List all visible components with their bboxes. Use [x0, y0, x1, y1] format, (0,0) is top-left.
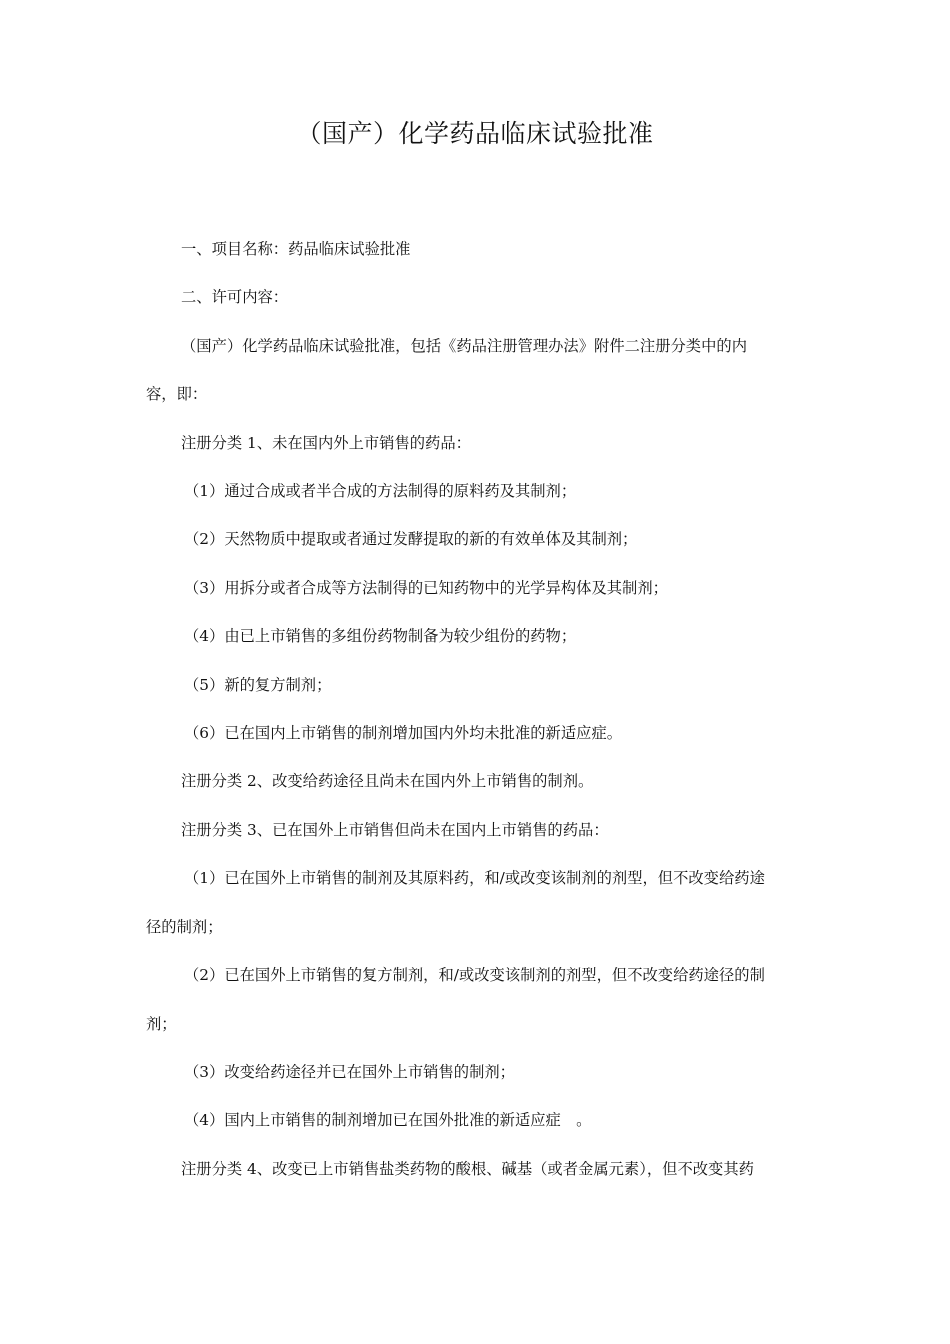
list-item: （5）新的复方制剂； — [184, 675, 332, 694]
paragraph-category-2: 注册分类 2、改变给药途径且尚未在国内外上市销售的制剂。 — [181, 772, 594, 791]
list-item: （1）通过合成或者半合成的方法制得的原料药及其制剂； — [184, 482, 577, 501]
list-item: （2）天然物质中提取或者通过发酵提取的新的有效单体及其制剂； — [184, 530, 638, 549]
paragraph-license-content: 二、许可内容： — [181, 288, 289, 307]
list-item: （2）已在国外上市销售的复方制剂，和/或改变该制剂的剂型，但不改变给药途径的制 — [184, 966, 765, 985]
list-item: （3）用拆分或者合成等方法制得的已知药物中的光学异构体及其制剂； — [184, 578, 668, 597]
list-item: （4）国内上市销售的制剂增加已在国外批准的新适应症 。 — [184, 1111, 592, 1130]
paragraph-project-name: 一、项目名称：药品临床试验批准 — [181, 240, 411, 258]
paragraph-intro-cont: 容，即： — [146, 385, 208, 404]
list-item: （1）已在国外上市销售的制剂及其原料药，和/或改变该制剂的剂型，但不改变给药途 — [184, 869, 765, 888]
list-item: （4）由已上市销售的多组份药物制备为较少组份的药物； — [184, 627, 577, 646]
paragraph-category-4: 注册分类 4、改变已上市销售盐类药物的酸根、碱基（或者金属元素），但不改变其药 — [181, 1159, 754, 1178]
paragraph-category-3: 注册分类 3、已在国外上市销售但尚未在国内上市销售的药品： — [181, 820, 609, 839]
document-body — [146, 225, 816, 1193]
paragraph-category-1: 注册分类 1、未在国内外上市销售的药品： — [181, 433, 471, 452]
paragraph-intro: （国产）化学药品临床试验批准，包括《药品注册管理办法》附件二注册分类中的内 — [181, 336, 747, 355]
list-item-cont: 径的制剂； — [146, 917, 223, 936]
list-item: （6）已在国内上市销售的制剂增加国内外均未批准的新适应症。 — [184, 724, 623, 743]
document-title: （国产）化学药品临床试验批准 — [296, 119, 654, 148]
list-item-cont: 剂； — [146, 1014, 177, 1033]
list-item: （3）改变给药途径并已在国外上市销售的制剂； — [184, 1062, 515, 1081]
